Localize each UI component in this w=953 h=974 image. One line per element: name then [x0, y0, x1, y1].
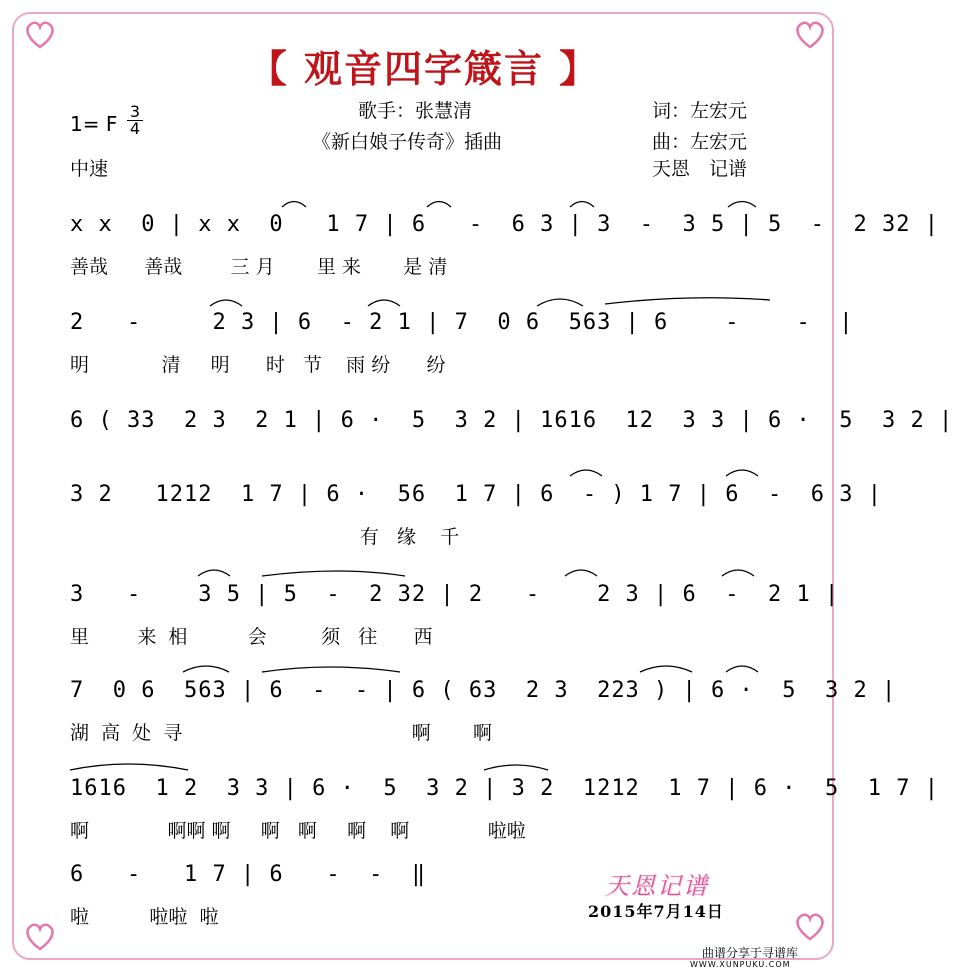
- singer-credit: 歌手：张慧清: [358, 100, 473, 122]
- lyric-line: 湖 高 处 寻 啊 啊: [70, 722, 493, 744]
- transcription-date: 2015年7月14日: [588, 902, 724, 921]
- notation-line: 7 0 6 563 | 6 - - | 6 ( 63 2 3 223 ) | 6 · 5 3 2 |: [70, 678, 897, 703]
- lyricist-credit: 词：左宏元: [652, 100, 748, 122]
- notation-line: 3 2 1212 1 7 | 6 · 56 1 7 | 6 - ) 1 7 | 6 - 6 3 |: [70, 482, 882, 507]
- notation-line: 3 - 3 5 | 5 - 2 32 | 2 - 2 3 | 6 - 2 1 |: [70, 582, 840, 607]
- key-signature: 1= F: [70, 112, 118, 136]
- watermark-url[interactable]: WWW.XUNPUKU.COM: [690, 960, 791, 969]
- time-signature-top: 3: [129, 102, 141, 121]
- lyric-line: 明 清 明 时 节 雨 纷 纷: [70, 354, 446, 376]
- transcriber-signature: 天恩记谱: [605, 872, 709, 900]
- notation-line: 6 ( 33 2 3 2 1 | 6 · 5 3 2 | 1616 12 3 3 | 6 · 5 3 2 |: [70, 408, 953, 433]
- notation-line: 6 - 1 7 | 6 - - ‖: [70, 862, 427, 887]
- song-title: 【 观音四字箴言 】: [248, 47, 600, 91]
- time-signature: [127, 104, 143, 137]
- heart-icon-bottom-left: [22, 918, 58, 954]
- watermark-text: 曲谱分享于寻谱库: [702, 946, 799, 960]
- notation-line: 2 - 2 3 | 6 - 2 1 | 7 0 6 563 | 6 - - |: [70, 310, 854, 335]
- tempo-marking: 中速: [70, 158, 109, 180]
- lyric-line: 啦 啦啦 啦: [70, 906, 219, 928]
- notation-line: x x 0 | x x 0 1 7 | 6 - 6 3 | 3 - 3 5 | 5 - 2 32 |: [70, 212, 939, 237]
- composer-credit: 曲：左宏元: [652, 131, 748, 153]
- lyric-line: 善哉 善哉 三 月 里 来 是 清: [70, 256, 448, 278]
- lyric-line: 有 缘 千: [70, 526, 460, 548]
- lyric-line: 啊 啊啊 啊 啊 啊 啊 啊 啦啦: [70, 820, 526, 842]
- lyric-line: 里 来 相 会 须 往 西: [70, 626, 433, 648]
- transcriber-credit: 天恩 记谱: [652, 158, 748, 180]
- notation-line: 1616 1 2 3 3 | 6 · 5 3 2 | 3 2 1212 1 7 | 6 · 5 1 7 |: [70, 776, 939, 801]
- source-credit: 《新白娘子传奇》插曲: [312, 131, 503, 153]
- time-signature-bottom: 4: [127, 120, 143, 137]
- heart-icon-bottom-right: [792, 908, 828, 944]
